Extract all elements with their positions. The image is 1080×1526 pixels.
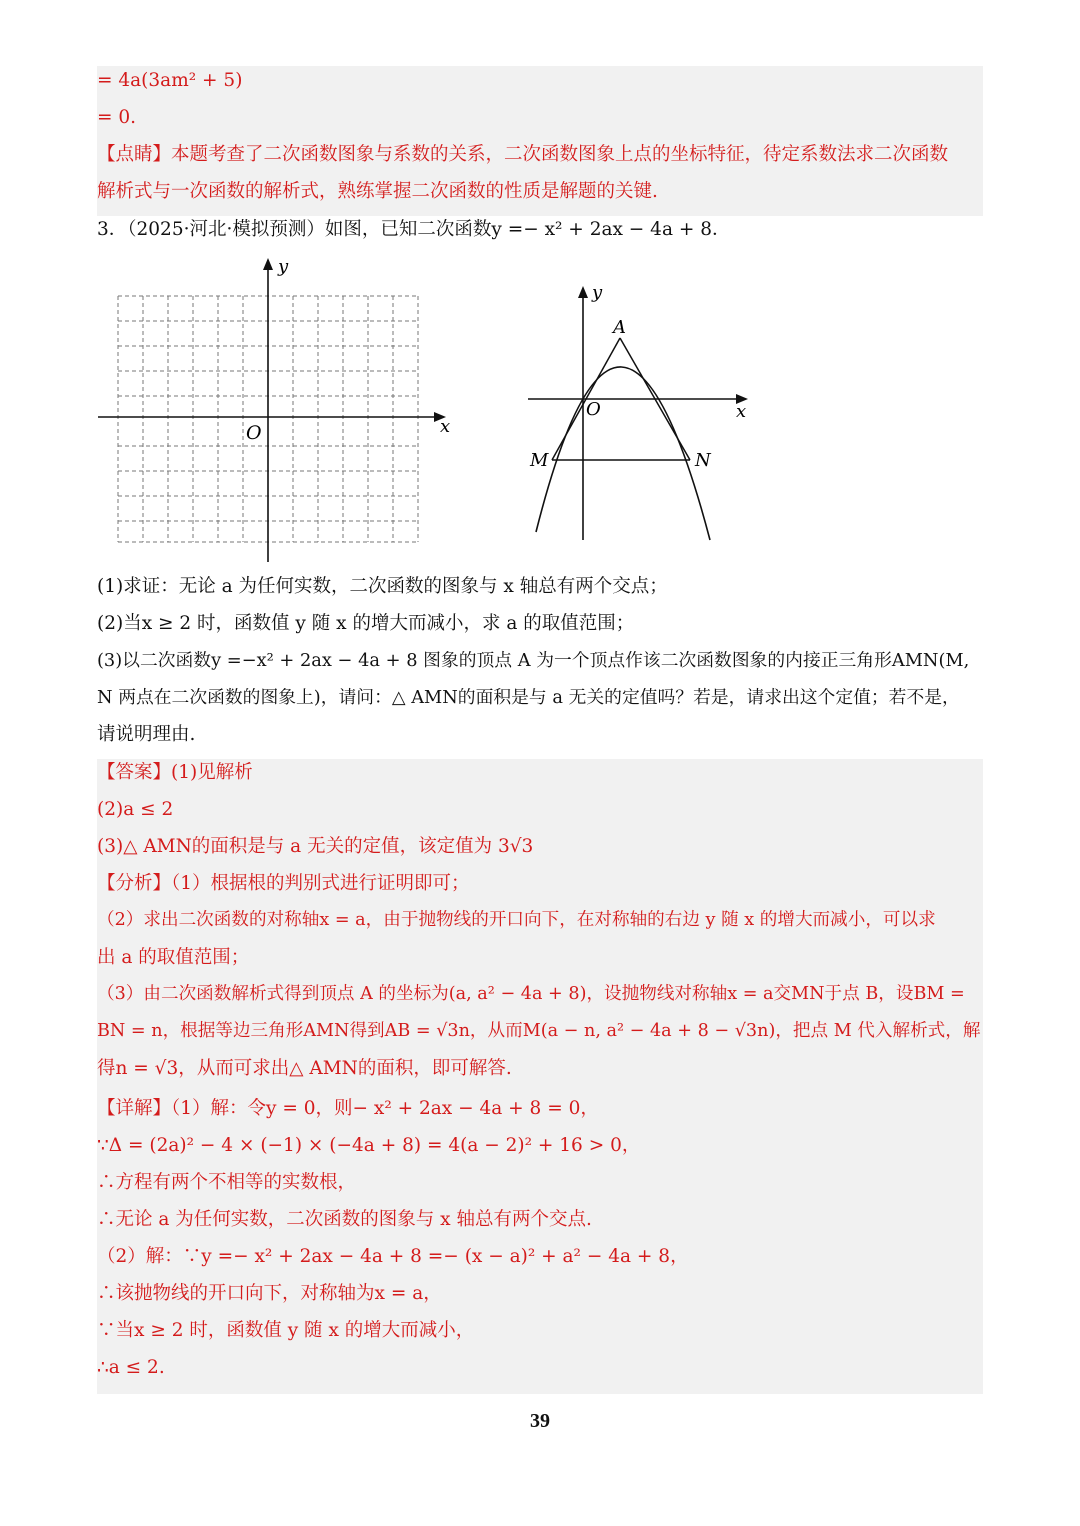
origin-label: O [586, 399, 601, 420]
x-label: x [440, 416, 451, 437]
solution-line: = 0. [97, 107, 137, 128]
question-2: (2)当x ≥ 2 时，函数值 y 随 x 的增大而减小，求 a 的取值范围； [97, 613, 635, 634]
detail-line: ∵当x ≥ 2 时，函数值 y 随 x 的增大而减小， [97, 1320, 475, 1341]
analysis-line: 【分析】（1）根据根的判别式进行证明即可； [97, 873, 470, 894]
y-axis-arrow [578, 286, 588, 298]
y-label: y [278, 256, 289, 277]
point-m-label: M [530, 450, 549, 471]
point-n-label: N [695, 450, 711, 471]
analysis-line: （2）求出二次函数的对称轴x = a，由于抛物线的开口向下，在对称轴的右边 y 随 x 的增大而减小，可以求 [97, 910, 936, 930]
detail-line: ∴该抛物线的开口向下，对称轴为x = a， [97, 1283, 442, 1304]
solution-line: = 4a(3am² + 5) [97, 70, 243, 91]
detail-line: ∵Δ = (2a)² − 4 × (−1) × (−4a + 8) = 4(a − 2)² + 16 > 0， [97, 1135, 641, 1156]
y-label: y [592, 282, 603, 303]
detail-line: ∴a ≤ 2. [97, 1357, 165, 1378]
question-3-line: (3)以二次函数y =−x² + 2ax − 4a + 8 图象的顶点 A 为一个顶点作该二次函数图象的内接正三角形AMN(M, [97, 650, 970, 671]
question-3-line: N 两点在二次函数的图象上)，请问：△ AMN的面积是与 a 无关的定值吗？若是，请求出这个定值；若不是， [97, 687, 960, 708]
question-3-line: 请说明理由. [97, 724, 196, 745]
question-1: (1)求证：无论 a 为任何实数，二次函数的图象与 x 轴总有两个交点； [97, 576, 668, 597]
detail-line: （2）解：∵y =− x² + 2ax − 4a + 8 =− (x − a)² + a² − 4a + 8， [97, 1246, 689, 1267]
analysis-line: 出 a 的取值范围； [97, 947, 250, 968]
answer-line: 【答案】(1)见解析 [97, 762, 253, 783]
page-number: 39 [530, 1410, 550, 1432]
problem-stem: 3．（2025·河北·模拟预测）如图，已知二次函数y =− x² + 2ax − 4a + 8． [97, 219, 731, 240]
point-a-label: A [613, 317, 626, 338]
detail-line: 【详解】（1）解：令y = 0，则− x² + 2ax − 4a + 8 = 0， [97, 1098, 599, 1119]
comment-line: 解析式与一次函数的解析式，熟练掌握二次函数的性质是解题的关键. [97, 181, 658, 202]
parabola-figure [520, 278, 760, 548]
origin-label: O [246, 422, 262, 444]
y-axis-arrow [263, 258, 273, 270]
comment-line: 【点睛】本题考查了二次函数图象与系数的关系，二次函数图象上点的坐标特征，待定系数法求二次函数 [97, 144, 949, 165]
detail-line: ∴无论 a 为任何实数，二次函数的图象与 x 轴总有两个交点. [97, 1209, 592, 1230]
answer-line: (3)△ AMN的面积是与 a 无关的定值，该定值为 3√3 [97, 836, 534, 857]
analysis-line: （3）由二次函数解析式得到顶点 A 的坐标为(a, a² − 4a + 8)，设抛物线对称轴x = a交MN于点 B，设BM = [97, 984, 965, 1004]
answer-line: (2)a ≤ 2 [97, 799, 174, 820]
analysis-line: BN = n，根据等边三角形AMN得到AB = √3n，从而M(a − n, a² − 4a + 8 − √3n)，把点 M 代入解析式，解 [97, 1021, 981, 1041]
grid-coordinate-figure [90, 250, 460, 570]
analysis-line: 得n = √3，从而可求出△ AMN的面积，即可解答. [97, 1058, 512, 1079]
detail-line: ∴方程有两个不相等的实数根， [97, 1172, 357, 1193]
x-label: x [736, 401, 747, 422]
parabola-curve [536, 367, 710, 540]
